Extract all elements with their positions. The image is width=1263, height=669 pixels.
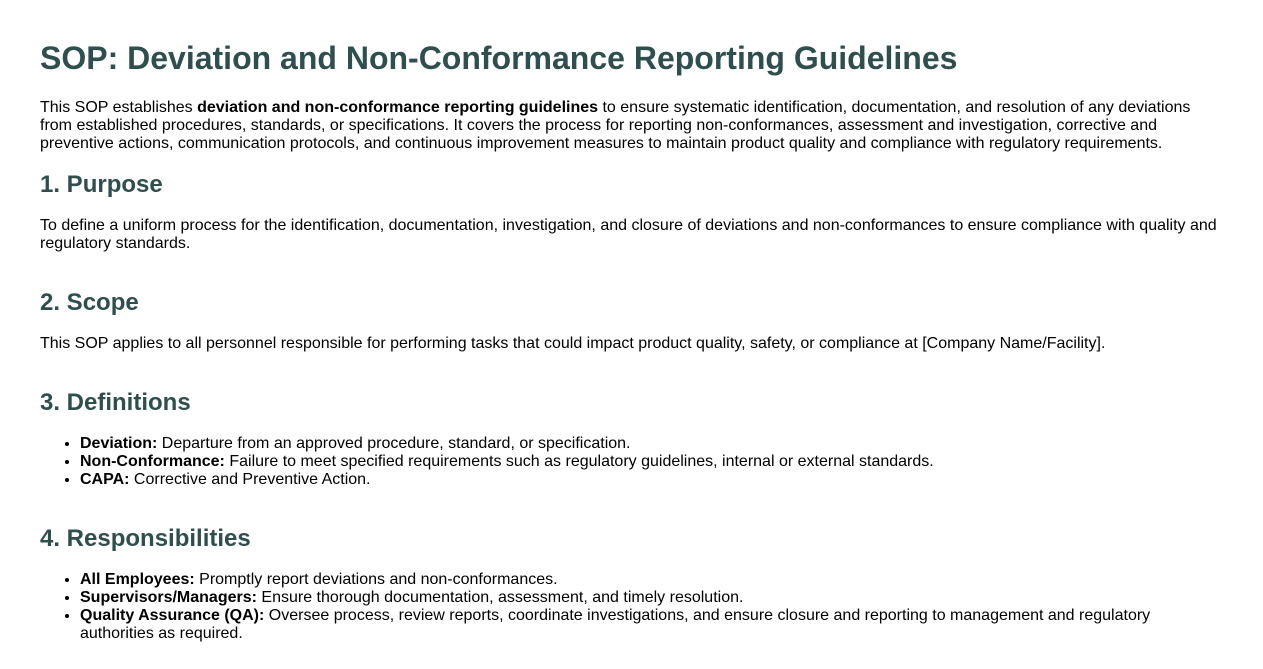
purpose-heading: 1. Purpose [40,171,163,198]
responsibilities-heading: 4. Responsibilities [40,525,251,552]
responsibility-item-qa [80,607,1223,643]
responsibility-text: Oversee process, review reports, coordinate investigations, and ensure closure and reporting to management and regulatory authorities as required. [80,607,1151,642]
intro-paragraph [40,99,1223,153]
intro-text-end: to ensure systematic identification, documentation, and resolution of any deviations from established procedures, standards, or specifications. It covers the process for reporting non-conformances, assessment and investigation, corrective and preventive actions, communication protocols, and continuous improvement measures to maintain product quality and compliance with regulatory requirements. [40,99,1191,152]
purpose-text: To define a uniform process for the identification, documentation, investigation, and closure of deviations and non-conformances to ensure compliance with quality and regulatory standards. [40,217,1217,252]
page-title: SOP: Deviation and Non-Conformance Reporting Guidelines [40,40,958,76]
responsibility-item-employees [80,571,1223,589]
intro-bold-text: deviation and non-conformance reporting guidelines [197,99,599,116]
definition-item-capa [80,471,1223,489]
responsibility-role: All Employees: [80,571,195,588]
definition-text: Departure from an approved procedure, standard, or specification. [157,435,631,452]
intro-text-start: This SOP establishes [40,99,198,116]
definition-item-deviation [80,435,1223,453]
definitions-list [40,435,1223,489]
definitions-heading: 3. Definitions [40,389,191,416]
definition-text: Corrective and Preventive Action. [129,471,371,488]
definition-term: CAPA: [80,471,130,488]
definition-text: Failure to meet specified requirements such as regulatory guidelines, internal or external standards. [224,453,934,470]
responsibility-item-supervisors [80,589,1223,607]
definition-term: Non-Conformance: [80,453,225,470]
responsibility-role: Quality Assurance (QA): [80,607,265,624]
definition-term: Deviation: [80,435,158,452]
responsibilities-list [40,571,1223,643]
definition-item-non-conformance [80,453,1223,471]
scope-text: This SOP applies to all personnel responsible for performing tasks that could impact product quality, safety, or compliance at [Company Name/Facility]. [40,335,1106,352]
scope-heading: 2. Scope [40,289,139,316]
responsibility-role: Supervisors/Managers: [80,589,257,606]
responsibility-text: Ensure thorough documentation, assessment, and timely resolution. [256,589,744,606]
responsibility-text: Promptly report deviations and non-conformances. [194,571,558,588]
